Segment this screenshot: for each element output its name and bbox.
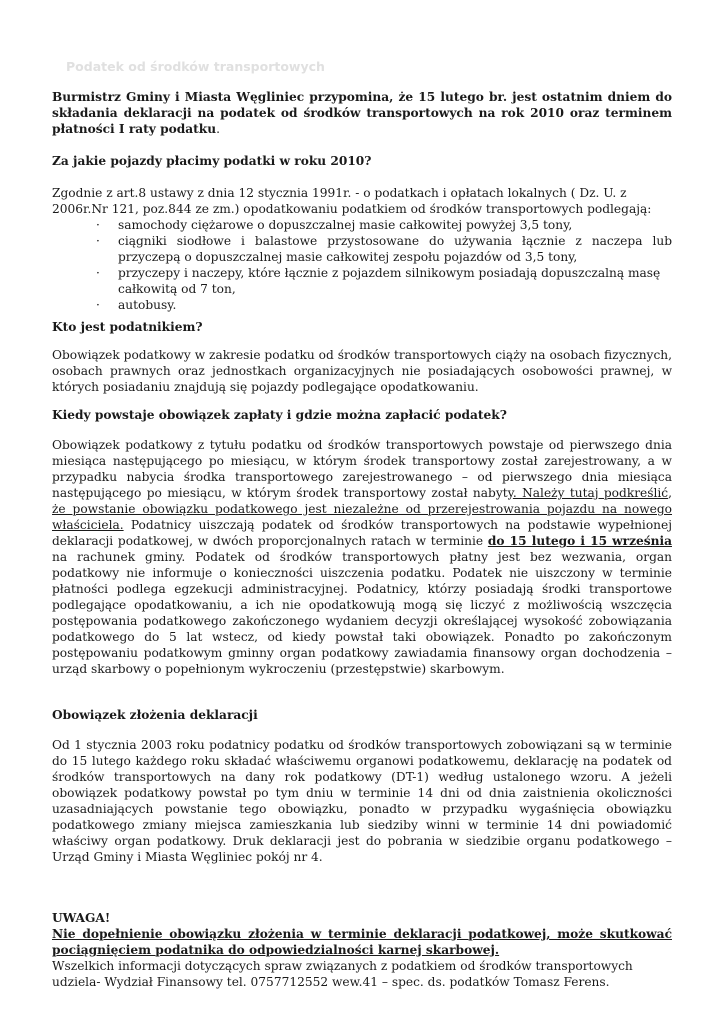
payment-underline-2: że powstanie obowiązku podatkowego jest niezależne od przerejestrowania pojazdu na nowego właściciela. [52, 502, 672, 532]
list-item-text: samochody ciężarowe o dopuszczalnej masie całkowitej powyżej 3,5 tony, [118, 218, 573, 232]
list-item [52, 233, 672, 265]
list-item [52, 217, 672, 233]
heading-payment: Kiedy powstaje obowiązek zapłaty i gdzie można zapłacić podatek? [52, 408, 507, 422]
intro-end: . [216, 122, 220, 136]
heading-taxpayer: Kto jest podatnikiem? [52, 320, 203, 334]
page-title: Podatek od środków transportowych [66, 59, 325, 74]
heading-declaration: Obowiązek złożenia deklaracji [52, 708, 258, 722]
vehicle-list [52, 217, 672, 313]
vehicles-paragraph: Zgodnie z art.8 ustawy z dnia 12 stycznia 1991r. - o podatkach i opłatach lokalnych ( Dz. U. z 2006r.Nr 121, poz.844 ze zm.) opodatkowaniu podatkiem od środków transportowych podlegają: [52, 186, 652, 216]
document-body [52, 89, 672, 990]
list-item-text: autobusy. [118, 298, 177, 312]
intro-paragraph [52, 89, 672, 137]
bullet-symbol: · [96, 298, 100, 312]
payment-underline-1: . Należy tutaj podkreślić [512, 486, 669, 500]
list-item-text: przyczepy i naczepy, które łącznie z pojazdem silnikowym posiadają dopuszczalną masę całkowitą od 7 ton, [118, 266, 661, 296]
intro-text: Burmistrz Gminy i Miasta Węgliniec przypomina, że 15 lutego br. jest ostatnim dniem do składania deklaracji na podatek od środków transportowych na rok 2010 oraz terminem płatności I raty podatku [52, 90, 672, 136]
payment-text-3: na rachunek gminy. Podatek od środków transportowych płatny jest bez wezwania, organ podatkowy nie informuje o konieczności uiszczenia podatku. Podatek nie uiszczony w terminie płatności podlega egzekucji administracyjnej. Podatnicy, którzy posiadają środki transportowe podlegające opodatkowaniu, a ich nie opodatkowują mogą się liczyć z możliwością wszczęcia postępowania podatkowego zakończonego wydaniem decyzji określającej wysokość zobowiązania podatkowego do 5 lat wstecz, od kiedy powstał taki obowiązek. Ponadto po zakończonym postępowaniu podatkowym gminny organ podatkowy zawiadamia finansowy organ dochodzenia – urząd skarbowy o popełnionym wykroczeniu (przestępstwie) skarbowym. [52, 550, 672, 676]
payment-separator: , [668, 486, 672, 500]
payment-paragraph [52, 437, 672, 677]
list-item [52, 297, 672, 313]
contact-paragraph: Wszelkich informacji dotyczących spraw związanych z podatkiem od środków transportowych udziela- Wydział Finansowy tel. 0757712552 wew.41 – spec. ds. podatków Tomasz Ferens. [52, 959, 633, 989]
bullet-symbol: · [96, 218, 100, 232]
list-item [52, 265, 672, 297]
payment-text-2: Podatnicy uiszczają podatek od środków transportowych na podstawie wypełnionej deklaracji podatkowej, w dwóch proporcjonalnych ratach w terminie [52, 518, 672, 548]
warning-label: UWAGA! [52, 911, 111, 925]
payment-text-1: Obowiązek podatkowy z tytułu podatku od środków transportowych powstaje od pierwszego dnia miesiąca następującego po miesiącu, w którym środek transportowy został zarejestrowany, a w przypadku nabycia środka transportowego zarejestrowanego – od pierwszego dnia miesiąca następującego po miesiącu, w którym środek transportowy został nabyty [52, 438, 672, 500]
list-item-text: ciągniki siodłowe i balastowe przystosowane do używania łącznie z naczepa lub przyczepą o dopuszczalnej masie całkowitej zespołu pojazdów od 3,5 tony, [118, 234, 672, 264]
taxpayer-paragraph: Obowiązek podatkowy w zakresie podatku od środków transportowych ciąży na osobach fizycznych, osobach prawnych oraz jednostkach organizacyjnych nie posiadających osobowości prawnej, w których posiadaniu znajdują się pojazdy podlegające opodatkowaniu. [52, 348, 672, 394]
bullet-symbol: · [96, 234, 100, 248]
payment-deadline: do 15 lutego i 15 września [487, 534, 672, 548]
bullet-symbol: · [96, 266, 100, 280]
declaration-paragraph: Od 1 stycznia 2003 roku podatnicy podatku od środków transportowych zobowiązani są w terminie do 15 lutego każdego roku składać właściwemu organowi podatkowemu, deklarację na podatek od środków transportowych na dany rok podatkowy (DT-1) według ustalonego wzoru. A jeżeli obowiązek podatkowy powstał po tym dniu w terminie 14 dni od dnia zaistnienia okoliczności uzasadniających powstanie tego obowiązku, ponadto w przypadku wygaśnięcia obowiązku podatkowego zmiany miejsca zamieszkania lub siedziby winni w terminie 14 dni powiadomić właściwy organ podatkowy. Druk deklaracji jest do pobrania w siedzibie organu podatkowego – Urząd Gminy i Miasta Węgliniec pokój nr 4. [52, 738, 672, 864]
warning-text: Nie dopełnienie obowiązku złożenia w terminie deklaracji podatkowej, może skutkować pociągnięciem podatnika do odpowiedzialności karnej skarbowej. [52, 927, 672, 957]
heading-vehicles: Za jakie pojazdy płacimy podatki w roku 2010? [52, 154, 372, 168]
